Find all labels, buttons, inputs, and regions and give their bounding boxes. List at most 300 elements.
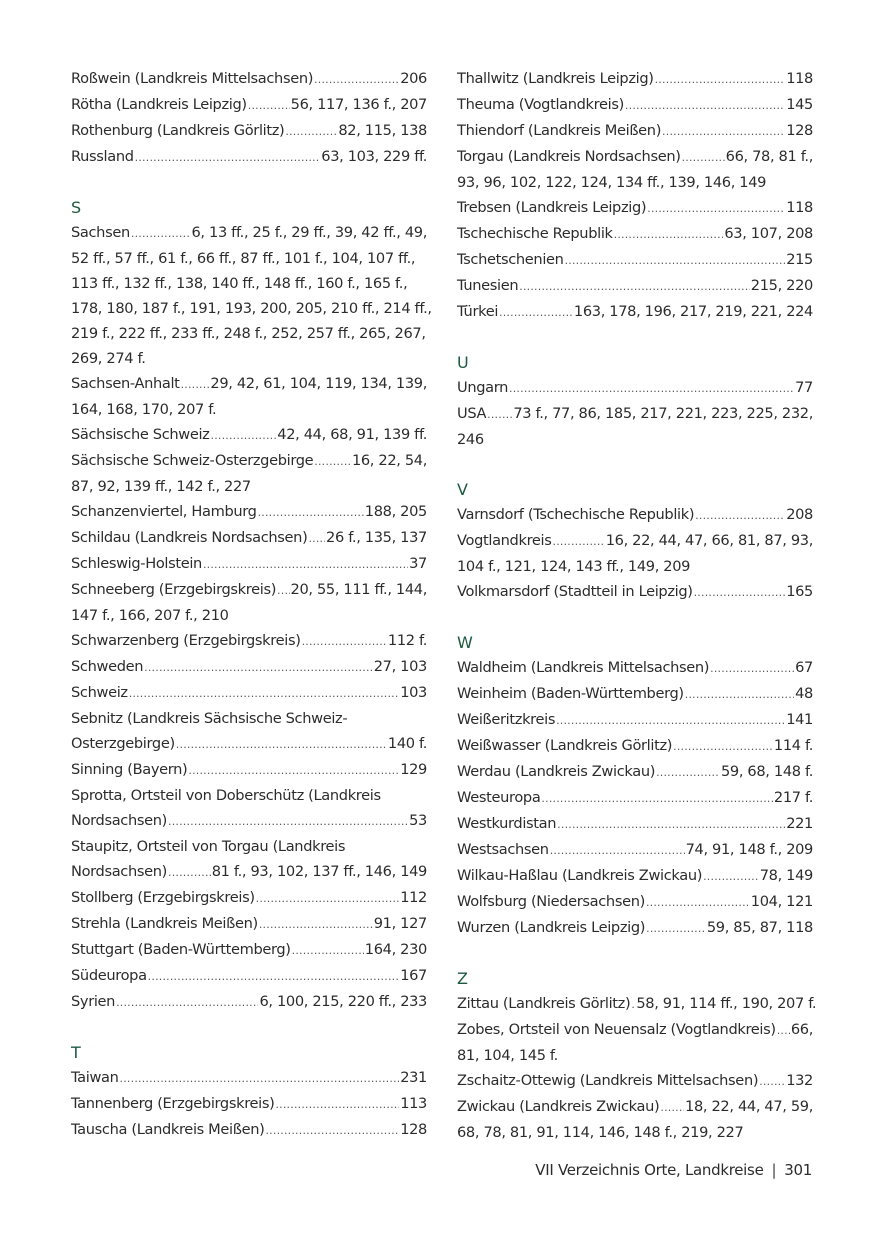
- page-refs: 63, 103, 229 ff.: [321, 148, 427, 165]
- entry-term: Wilkau-Haßlau (Landkreis Zwickau): [457, 867, 703, 884]
- entry-continuation: 246: [457, 431, 484, 448]
- entry-line: [457, 221, 813, 247]
- page-refs: 29, 42, 61, 104, 119, 134, 139,: [210, 375, 427, 392]
- page-refs: 77: [795, 379, 813, 396]
- index-entry: [71, 1091, 427, 1117]
- entry-term: Wolfsburg (Niedersachsen): [457, 893, 645, 910]
- index-entry: [457, 915, 813, 941]
- entry-term: Schneeberg (Erzgebirgskreis): [71, 581, 277, 598]
- entry-line: [457, 991, 817, 1017]
- page-refs: 20, 55, 111 ff., 144,: [290, 581, 427, 598]
- entry-term: Weißwasser (Landkreis Görlitz): [457, 737, 673, 754]
- page-refs: 37: [409, 555, 427, 572]
- page-refs: 16, 22, 54,: [351, 452, 427, 469]
- section-letter: U: [457, 353, 469, 372]
- entry-continuation: 68, 78, 81, 91, 114, 146, 148 f., 219, 227: [457, 1124, 744, 1141]
- entry-term: Tschetschenien: [457, 251, 564, 268]
- dot-leader: [148, 964, 400, 989]
- entry-term: Zittau (Landkreis Görlitz): [457, 995, 631, 1012]
- dot-leader: [553, 529, 605, 554]
- entry-line: [71, 551, 427, 577]
- entry-term: Schweden: [71, 658, 144, 675]
- dot-leader: [614, 222, 724, 247]
- dot-leader: [144, 655, 373, 680]
- entry-line: [71, 1117, 427, 1143]
- dot-leader: [646, 916, 706, 941]
- dot-leader: [509, 376, 794, 401]
- entry-term: Schweiz: [71, 684, 128, 701]
- section-letter: Z: [457, 969, 468, 988]
- entry-line: [71, 885, 427, 911]
- entry-term: Tannenberg (Erzgebirgskreis): [71, 1095, 275, 1112]
- entry-continuation: 113 ff., 132 ff., 138, 140 ff., 148 ff., 160 f., 165 f.,: [71, 275, 408, 292]
- index-entry: [71, 834, 427, 885]
- entry-term: Theuma (Vogtlandkreis): [457, 96, 624, 113]
- entry-continuation: 81, 104, 145 f.: [457, 1047, 558, 1064]
- index-column-left: [71, 66, 432, 1143]
- index-entry: [457, 502, 813, 528]
- entry-line: [71, 577, 427, 603]
- index-entry: [457, 655, 813, 681]
- entry-line: [457, 811, 813, 837]
- page-refs: 188, 205: [364, 503, 427, 520]
- entry-line: [457, 144, 813, 170]
- page-refs: 231: [400, 1069, 427, 1086]
- entry-continuation: 164, 168, 170, 207 f.: [71, 401, 217, 418]
- entry-line: [457, 375, 813, 401]
- dot-leader: [655, 67, 786, 92]
- entry-term: Syrien: [71, 993, 116, 1010]
- dot-leader: [541, 786, 772, 811]
- page-refs: 27, 103: [373, 658, 427, 675]
- entry-line: [71, 628, 427, 654]
- entry-term: Stollberg (Erzgebirgskreis): [71, 889, 255, 906]
- entry-line: [71, 911, 427, 937]
- dot-leader: [135, 145, 321, 170]
- entry-line: [71, 1091, 427, 1117]
- page-refs: 145: [786, 96, 813, 113]
- entry-continuation: 52 ff., 57 ff., 61 f., 66 ff., 87 ff., 101 f., 104, 107 ff.,: [71, 250, 416, 267]
- entry-line: [71, 859, 427, 885]
- index-entry: [457, 733, 813, 759]
- entry-term: Schildau (Landkreis Nordsachsen): [71, 529, 308, 546]
- dot-leader: [120, 1066, 400, 1091]
- page-refs: 206: [400, 70, 427, 87]
- entry-line: [71, 989, 427, 1015]
- dot-leader: [550, 838, 685, 863]
- entry-line: [457, 889, 813, 915]
- page-refs: 53: [409, 812, 427, 829]
- entry-term: Türkei: [457, 303, 499, 320]
- index-entry: [71, 525, 427, 551]
- index-entry: [71, 422, 427, 448]
- entry-term: Thiendorf (Landkreis Meißen): [457, 122, 662, 139]
- entry-line: [457, 66, 813, 92]
- section-letter: V: [457, 480, 468, 499]
- page-refs: 78, 149: [759, 867, 813, 884]
- index-entry: [457, 118, 813, 144]
- section-letter: S: [71, 198, 82, 217]
- entry-term: Zschaitz-Ottewig (Landkreis Mittelsachsen): [457, 1072, 759, 1089]
- entry-term: Westeuropa: [457, 789, 541, 806]
- index-entry: [457, 991, 817, 1017]
- index-entry: [71, 92, 427, 118]
- entry-term: Taiwan: [71, 1069, 119, 1086]
- entry-line: [71, 731, 427, 757]
- dot-leader: [625, 93, 785, 118]
- footer-section-title: VII Verzeichnis Orte, Landkreise: [535, 1161, 764, 1179]
- entry-term: Schleswig-Holstein: [71, 555, 202, 572]
- dot-leader: [168, 809, 408, 834]
- index-entry: [71, 885, 427, 911]
- dot-leader: [660, 1095, 684, 1120]
- entry-line: [71, 448, 427, 474]
- entry-term: Schanzenviertel, Hamburg: [71, 503, 257, 520]
- index-entry: [71, 654, 427, 680]
- index-entry: [71, 628, 427, 654]
- entry-term: Zobes, Ortsteil von Neuensalz (Vogtlandkreis): [457, 1021, 776, 1038]
- entry-line: [457, 785, 813, 811]
- index-entry: [71, 963, 427, 989]
- entry-line: [457, 915, 813, 941]
- dot-leader: [647, 196, 785, 221]
- page-footer: [535, 1158, 812, 1182]
- entry-term: Sächsische Schweiz: [71, 426, 210, 443]
- entry-line: [71, 525, 427, 551]
- section-letter: W: [457, 633, 473, 652]
- entry-term: Roßwein (Landkreis Mittelsachsen): [71, 70, 314, 87]
- entry-term: Sachsen-Anhalt: [71, 375, 180, 392]
- entry-continuation: Sprotta, Ortsteil von Doberschütz (Landkreis: [71, 787, 381, 804]
- page-refs: 91, 127: [373, 915, 427, 932]
- index-entry: [71, 1117, 427, 1143]
- page-refs: 221: [786, 815, 813, 832]
- entry-line: [457, 502, 813, 528]
- page-refs: 73 f., 77, 86, 185, 217, 221, 223, 225, 232,: [513, 405, 813, 422]
- footer-separator: |: [771, 1161, 777, 1179]
- entry-term: Sachsen: [71, 224, 130, 241]
- dot-leader: [710, 656, 794, 681]
- page-refs: 163, 178, 196, 217, 219, 221, 224: [573, 303, 813, 320]
- dot-leader: [211, 423, 277, 448]
- page-refs: 48: [795, 685, 813, 702]
- entry-line: [457, 655, 813, 681]
- entry-term: Sächsische Schweiz-Osterzgebirge: [71, 452, 314, 469]
- page-refs: 18, 22, 44, 47, 59,: [685, 1098, 813, 1115]
- index-entry: [71, 680, 427, 706]
- page-refs: 104, 121: [750, 893, 813, 910]
- entry-line: [71, 499, 427, 525]
- entry-line: [457, 118, 813, 144]
- page-refs: 26 f., 135, 137: [326, 529, 427, 546]
- entry-term: Westsachsen: [457, 841, 549, 858]
- entry-term: Schwarzenberg (Erzgebirgskreis): [71, 632, 301, 649]
- entry-line: [71, 371, 427, 397]
- entry-continuation: 178, 180, 187 f., 191, 193, 200, 205, 210 ff., 214 ff.,: [71, 300, 432, 317]
- dot-leader: [694, 580, 786, 605]
- dot-leader: [499, 300, 573, 325]
- index-entry: [71, 783, 427, 834]
- dot-leader: [631, 992, 635, 1017]
- page-number: 301: [784, 1161, 812, 1179]
- page-refs: 208: [786, 506, 813, 523]
- dot-leader: [131, 221, 191, 246]
- page-refs: 112: [400, 889, 427, 906]
- page-refs: 164, 230: [364, 941, 427, 958]
- dot-leader: [265, 1118, 399, 1143]
- index-entry: [457, 195, 813, 221]
- page-refs: 66,: [790, 1021, 813, 1038]
- index-entry: [457, 1068, 813, 1094]
- entry-line: [457, 681, 813, 707]
- index-entry: [457, 66, 813, 92]
- dot-leader: [673, 734, 773, 759]
- page-refs: 66, 78, 81 f.,: [725, 148, 813, 165]
- entry-continuation: Sebnitz (Landkreis Sächsische Schweiz-: [71, 710, 348, 727]
- page-refs: 42, 44, 68, 91, 139 ff.: [277, 426, 427, 443]
- entry-line: [71, 422, 427, 448]
- index-entry: [457, 785, 813, 811]
- entry-line: [71, 144, 427, 170]
- page-refs: 103: [400, 684, 427, 701]
- entry-line: [457, 579, 813, 605]
- index-entry: [457, 579, 813, 605]
- dot-leader: [685, 682, 794, 707]
- entry-term: Weißeritzkreis: [457, 711, 556, 728]
- entry-term: Varnsdorf (Tschechische Republik): [457, 506, 695, 523]
- entry-line: [457, 528, 813, 554]
- page-refs: 215: [786, 251, 813, 268]
- entry-line: [71, 963, 427, 989]
- entry-term: Südeuropa: [71, 967, 147, 984]
- dot-leader: [277, 578, 289, 603]
- entry-line: [457, 733, 813, 759]
- page-refs: 59, 68, 148 f.: [720, 763, 813, 780]
- index-entry: [457, 92, 813, 118]
- dot-leader: [256, 886, 400, 911]
- entry-continuation: Staupitz, Ortsteil von Torgau (Landkreis: [71, 838, 346, 855]
- index-entry: [71, 220, 432, 371]
- dot-leader: [646, 890, 750, 915]
- index-entry: [71, 144, 427, 170]
- dot-leader: [188, 758, 399, 783]
- entry-term: Volkmarsdorf (Stadtteil in Leipzig): [457, 583, 693, 600]
- entry-line: [71, 654, 427, 680]
- entry-line: [457, 1094, 813, 1120]
- entry-term: Stuttgart (Baden-Württemberg): [71, 941, 291, 958]
- entry-line: [71, 66, 427, 92]
- entry-continuation: 104 f., 121, 124, 143 ff., 149, 209: [457, 558, 691, 575]
- dot-leader: [285, 119, 337, 144]
- entry-line: [457, 401, 813, 427]
- entry-line: [71, 220, 427, 246]
- entry-term: Vogtlandkreis: [457, 532, 552, 549]
- page-refs: 132: [786, 1072, 813, 1089]
- index-entry: [71, 499, 427, 525]
- entry-line: [457, 837, 813, 863]
- dot-leader: [682, 145, 725, 170]
- page-refs: 6, 13 ff., 25 f., 29 ff., 39, 42 ff., 49,: [191, 224, 427, 241]
- entry-term: Nordsachsen): [71, 812, 167, 829]
- entry-line: [71, 808, 427, 834]
- dot-leader: [302, 629, 387, 654]
- index-entry: [71, 937, 427, 963]
- entry-term: Torgau (Landkreis Nordsachsen): [457, 148, 681, 165]
- entry-term: Russland: [71, 148, 134, 165]
- entry-term: Tauscha (Landkreis Meißen): [71, 1121, 265, 1138]
- entry-term: Wurzen (Landkreis Leipzig): [457, 919, 646, 936]
- page-refs: 67: [795, 659, 813, 676]
- index-entry: [71, 1065, 427, 1091]
- page-refs: 58, 91, 114 ff., 190, 207 f.: [636, 995, 817, 1012]
- entry-line: [457, 759, 813, 785]
- dot-leader: [759, 1069, 785, 1094]
- dot-leader: [519, 274, 750, 299]
- index-entry: [457, 221, 813, 247]
- index-entry: [71, 66, 427, 92]
- entry-line: [457, 707, 813, 733]
- page-refs: 113: [400, 1095, 427, 1112]
- index-entry: [71, 989, 427, 1015]
- dot-leader: [314, 449, 351, 474]
- index-entry: [457, 863, 813, 889]
- entry-continuation: 147 f., 166, 207 f., 210: [71, 607, 229, 624]
- entry-continuation: 219 f., 222 ff., 233 ff., 248 f., 252, 257 ff., 265, 267,: [71, 325, 426, 342]
- index-entry: [457, 681, 813, 707]
- page-refs: 6, 100, 215, 220 ff., 233: [259, 993, 427, 1010]
- entry-line: [457, 1068, 813, 1094]
- page-refs: 217 f.: [773, 789, 813, 806]
- entry-continuation: 269, 274 f.: [71, 350, 146, 367]
- entry-line: [457, 273, 813, 299]
- entry-term: Werdau (Landkreis Zwickau): [457, 763, 656, 780]
- entry-line: [71, 118, 427, 144]
- index-entry: [457, 375, 813, 401]
- dot-leader: [275, 1092, 399, 1117]
- entry-term: USA: [457, 405, 487, 422]
- index-entry: [457, 247, 813, 273]
- dot-leader: [314, 67, 399, 92]
- page-refs: 16, 22, 44, 47, 66, 81, 87, 93,: [605, 532, 813, 549]
- index-entry: [71, 577, 427, 628]
- entry-term: Sinning (Bayern): [71, 761, 188, 778]
- dot-leader: [557, 812, 785, 837]
- page-refs: 141: [786, 711, 813, 728]
- dot-leader: [308, 526, 325, 551]
- dot-leader: [487, 402, 512, 427]
- dot-leader: [695, 503, 785, 528]
- entry-term: Weinheim (Baden-Württemberg): [457, 685, 684, 702]
- page-refs: 128: [400, 1121, 427, 1138]
- page-refs: 114 f.: [773, 737, 813, 754]
- entry-continuation: 93, 96, 102, 122, 124, 134 ff., 139, 146, 149: [457, 174, 767, 191]
- entry-term: Ungarn: [457, 379, 509, 396]
- index-entry: [71, 118, 427, 144]
- entry-line: [71, 680, 427, 706]
- page-refs: 112 f.: [387, 632, 427, 649]
- dot-leader: [556, 708, 785, 733]
- dot-leader: [292, 938, 364, 963]
- dot-leader: [258, 500, 364, 525]
- entry-line: [457, 195, 813, 221]
- entry-term: Tschechische Republik: [457, 225, 613, 242]
- index-entry: [457, 273, 813, 299]
- page-refs: 128: [786, 122, 813, 139]
- page-refs: 82, 115, 138: [338, 122, 427, 139]
- dot-leader: [777, 1018, 790, 1043]
- index-entry: [71, 448, 427, 499]
- entry-line: [457, 863, 813, 889]
- dot-leader: [168, 860, 211, 885]
- dot-leader: [176, 732, 387, 757]
- entry-term: Strehla (Landkreis Meißen): [71, 915, 258, 932]
- page-refs: 215, 220: [750, 277, 813, 294]
- entry-line: [71, 937, 427, 963]
- index-entry: [457, 1094, 813, 1145]
- entry-line: [457, 1017, 813, 1043]
- index-entry: [457, 144, 813, 195]
- dot-leader: [203, 552, 408, 577]
- dot-leader: [703, 864, 759, 889]
- dot-leader: [129, 681, 399, 706]
- entry-term: Tunesien: [457, 277, 519, 294]
- index-entry: [457, 299, 813, 325]
- page-refs: 118: [786, 199, 813, 216]
- index-entry: [71, 371, 427, 422]
- entry-line: [71, 757, 427, 783]
- index-column-right: [457, 66, 817, 1145]
- entry-line: [457, 92, 813, 118]
- index-entry: [457, 759, 813, 785]
- index-entry: [457, 889, 813, 915]
- entry-line: [457, 247, 813, 273]
- index-entry: [71, 757, 427, 783]
- entry-term: Zwickau (Landkreis Zwickau): [457, 1098, 660, 1115]
- section-letter: T: [71, 1043, 81, 1062]
- page-refs: 118: [786, 70, 813, 87]
- entry-line: [71, 92, 427, 118]
- dot-leader: [565, 248, 786, 273]
- dot-leader: [248, 93, 290, 118]
- entry-term: Westkurdistan: [457, 815, 557, 832]
- dot-leader: [116, 990, 258, 1015]
- index-entry: [457, 837, 813, 863]
- index-entry: [457, 811, 813, 837]
- page-refs: 74, 91, 148 f., 209: [685, 841, 813, 858]
- dot-leader: [662, 119, 785, 144]
- entry-term: Rothenburg (Landkreis Görlitz): [71, 122, 285, 139]
- entry-line: [71, 1065, 427, 1091]
- entry-term: Thallwitz (Landkreis Leipzig): [457, 70, 654, 87]
- index-entry: [71, 706, 427, 757]
- entry-continuation: 87, 92, 139 ff., 142 f., 227: [71, 478, 251, 495]
- page-refs: 165: [786, 583, 813, 600]
- index-entry: [457, 1017, 813, 1068]
- page-refs: 59, 85, 87, 118: [706, 919, 813, 936]
- dot-leader: [656, 760, 720, 785]
- page-refs: 63, 107, 208: [724, 225, 813, 242]
- entry-term: Trebsen (Landkreis Leipzig): [457, 199, 647, 216]
- entry-line: [457, 299, 813, 325]
- index-entry: [71, 551, 427, 577]
- entry-term: Nordsachsen): [71, 863, 167, 880]
- entry-term: Rötha (Landkreis Leipzig): [71, 96, 247, 113]
- index-entry: [457, 528, 813, 579]
- page-refs: 56, 117, 136 f., 207: [290, 96, 427, 113]
- index-entry: [71, 911, 427, 937]
- page-refs: 140 f.: [387, 735, 427, 752]
- dot-leader: [181, 372, 210, 397]
